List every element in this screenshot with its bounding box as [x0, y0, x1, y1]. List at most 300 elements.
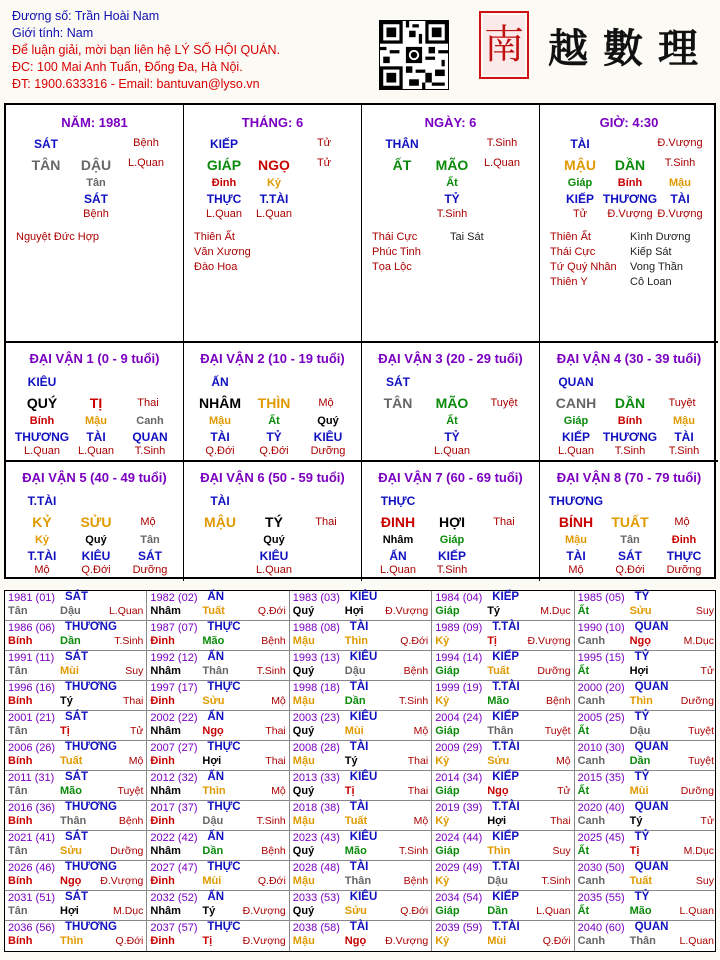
year-chi: Tý: [487, 605, 501, 617]
qr-code-icon[interactable]: [379, 20, 449, 90]
year-cell[interactable]: [432, 711, 574, 741]
year-state: Tử: [700, 815, 714, 827]
pillar-main-star: THÂN: [385, 137, 419, 151]
year-star: T.TÀI: [492, 921, 520, 933]
year-star: KIÊU: [349, 711, 378, 723]
year-can: Quý: [292, 665, 315, 677]
year-star: TỶ: [634, 651, 650, 663]
year-state: Bệnh: [261, 845, 286, 857]
year-can: Nhâm: [150, 605, 181, 617]
year-chi: Sửu: [60, 845, 83, 857]
dai-van-cell: [6, 343, 184, 462]
hidden-star: TỶ: [444, 430, 460, 444]
year-chi: Thân: [202, 665, 229, 677]
year-can: Canh: [577, 815, 606, 827]
hidden-can: Kỷ: [266, 177, 282, 189]
year-cell[interactable]: [290, 891, 432, 921]
year-label: 2010 (30): [577, 742, 625, 754]
year-state: Q.Đới: [257, 875, 286, 887]
hidden-state: L.Quan: [255, 208, 293, 220]
year-label: 1990 (10): [577, 622, 625, 634]
year-cell[interactable]: [5, 621, 147, 651]
year-chi: Mùi: [60, 665, 79, 677]
pillar-chi: DẦN: [614, 157, 646, 173]
year-cell[interactable]: [147, 621, 289, 651]
year-chi: Mùi: [629, 785, 649, 797]
year-cell[interactable]: [290, 861, 432, 891]
year-cell[interactable]: [290, 741, 432, 771]
year-cell[interactable]: [432, 891, 574, 921]
year-cell[interactable]: [147, 681, 289, 711]
year-star: T.TÀI: [492, 861, 520, 873]
year-cell[interactable]: [290, 621, 432, 651]
year-star: QUAN: [634, 741, 669, 753]
year-cell[interactable]: [575, 651, 717, 681]
dai-van-title: ĐẠI VẬN 1 (0 - 9 tuổi): [29, 351, 160, 366]
year-star: TỶ: [634, 771, 650, 783]
pillar-cell: [184, 105, 362, 343]
year-row: [5, 771, 715, 801]
year-star: ẤN: [207, 711, 225, 723]
year-chi: Thân: [60, 815, 87, 827]
year-cell[interactable]: [147, 861, 289, 891]
dai-van-can: MẬU: [204, 514, 236, 530]
year-star: TÀI: [349, 621, 369, 633]
year-cell[interactable]: [147, 711, 289, 741]
year-state: T.Sinh: [256, 665, 286, 677]
year-chi: Tý: [629, 815, 643, 827]
dai-van-cell: [184, 343, 362, 462]
year-chi: Tị: [344, 785, 355, 797]
year-can: Quý: [292, 905, 315, 917]
year-star: SÁT: [65, 711, 88, 723]
year-chi: Tị: [487, 635, 497, 647]
year-cell[interactable]: [5, 681, 147, 711]
hidden-can: Tân: [140, 534, 160, 546]
hidden-star: SÁT: [618, 549, 642, 563]
year-label: 1995 (15): [577, 652, 625, 664]
hidden-can: Ất: [268, 415, 280, 427]
year-cell[interactable]: [147, 591, 289, 621]
header-info: [12, 8, 280, 93]
dai-van-chi: MÃO: [435, 395, 469, 411]
year-can: Mậu: [292, 875, 315, 887]
year-chi: Ngọ: [60, 875, 82, 887]
year-cell[interactable]: [575, 681, 717, 711]
year-can: Quý: [292, 725, 315, 737]
year-cell[interactable]: [575, 861, 717, 891]
hidden-state: Bệnh: [83, 208, 109, 220]
year-star: TÀI: [349, 801, 369, 813]
hidden-can: Mậu: [669, 177, 691, 189]
year-chi: Sửu: [487, 755, 510, 767]
hidden-state: Q.Đới: [259, 445, 289, 457]
year-cell[interactable]: [290, 591, 432, 621]
svg-text:南: 南: [484, 22, 524, 68]
year-star: QUAN: [634, 621, 669, 633]
year-label: 2004 (24): [435, 712, 483, 724]
year-cell[interactable]: [5, 831, 147, 861]
than-sat-item: Thiên Y: [550, 276, 588, 288]
year-row: [5, 891, 715, 921]
year-label: 2027 (47): [150, 862, 198, 874]
pillar-main-star: KIẾP: [209, 137, 239, 151]
year-star: KIÊU: [349, 771, 378, 783]
than-sat-item: Kiếp Sát: [630, 246, 672, 258]
hidden-can: Ất: [446, 177, 458, 189]
year-can: Nhâm: [150, 785, 181, 797]
dai-van-cell: [362, 343, 540, 462]
year-cell[interactable]: [432, 591, 574, 621]
year-chi: Dần: [344, 695, 366, 707]
year-row: [5, 651, 715, 681]
year-cell[interactable]: [290, 831, 432, 861]
year-label: 2000 (20): [577, 682, 625, 694]
year-star: T.TÀI: [492, 801, 520, 813]
hidden-star: THỰC: [666, 549, 702, 563]
year-star: T.TÀI: [492, 621, 520, 633]
year-star: THỰC: [207, 741, 241, 753]
year-can: Nhâm: [150, 905, 181, 917]
year-can: Giáp: [435, 725, 460, 737]
year-label: 2017 (37): [150, 802, 198, 814]
year-row: [5, 711, 715, 741]
year-state: L.Quan: [108, 605, 144, 617]
year-chi: Dậu: [629, 725, 651, 737]
year-cell[interactable]: [290, 651, 432, 681]
hidden-state: Dưỡng: [132, 564, 168, 576]
year-state: Thai: [265, 755, 286, 767]
year-can: Đinh: [150, 935, 175, 947]
year-chi: Hợi: [344, 605, 364, 617]
year-label: 1982 (02): [150, 592, 198, 604]
year-state: T.Sinh: [399, 695, 429, 707]
year-can: Bính: [8, 875, 33, 887]
year-can: Canh: [577, 635, 606, 647]
year-cell[interactable]: [5, 741, 147, 771]
year-cell[interactable]: [575, 921, 717, 951]
year-can: Quý: [292, 845, 315, 857]
dai-van-star: SÁT: [386, 375, 410, 389]
year-state: Bệnh: [261, 635, 286, 647]
year-label: 2033 (53): [292, 892, 340, 904]
year-cell[interactable]: [147, 741, 289, 771]
year-star: SÁT: [65, 771, 88, 783]
year-cell[interactable]: [575, 831, 717, 861]
year-star: T.TÀI: [492, 681, 520, 693]
hidden-can: Kỷ: [34, 534, 50, 546]
year-can: Bính: [8, 755, 33, 767]
hidden-can: Quý: [85, 534, 107, 546]
year-cell[interactable]: [147, 651, 289, 681]
year-state: Thai: [407, 785, 429, 797]
year-cell[interactable]: [575, 711, 717, 741]
year-star: TÀI: [349, 921, 369, 933]
year-can: Kỷ: [435, 755, 450, 767]
year-cell[interactable]: [5, 711, 147, 741]
hidden-can: Đinh: [211, 177, 237, 189]
svg-text:越: 越: [548, 25, 588, 72]
year-cell[interactable]: [5, 771, 147, 801]
year-cell[interactable]: [432, 801, 574, 831]
year-star: SÁT: [65, 831, 88, 843]
year-state: T.Sinh: [256, 815, 286, 827]
year-row: [5, 921, 715, 951]
year-star: KIẾP: [492, 711, 520, 723]
year-cell[interactable]: [5, 651, 147, 681]
year-star: QUAN: [634, 801, 669, 813]
year-star: ẤN: [207, 771, 225, 783]
than-sat-item: Phúc Tinh: [372, 246, 421, 258]
year-cell[interactable]: [147, 891, 289, 921]
dai-van-chi-state: Mộ: [674, 516, 690, 528]
year-cell[interactable]: [432, 771, 574, 801]
year-can: Mậu: [292, 755, 315, 767]
hidden-can: Bính: [29, 415, 55, 427]
year-state: Thai: [265, 725, 286, 737]
year-label: 2012 (32): [150, 772, 198, 784]
year-can: Mậu: [292, 635, 315, 647]
year-cell[interactable]: [290, 801, 432, 831]
year-row: [5, 591, 715, 621]
year-state: Thai: [122, 695, 144, 707]
year-label: 2037 (57): [150, 922, 198, 934]
than-sat-item: Thái Cực: [372, 231, 418, 243]
hidden-state: T.Sinh: [134, 445, 166, 457]
year-chi: Thìn: [344, 635, 369, 647]
hidden-state: T.Sinh: [668, 445, 700, 457]
year-label: 1998 (18): [292, 682, 340, 694]
year-cell[interactable]: [432, 681, 574, 711]
year-state: L.Quan: [536, 905, 571, 917]
year-cell[interactable]: [432, 921, 574, 951]
year-can: Bính: [8, 635, 33, 647]
year-star: SÁT: [65, 591, 88, 603]
year-can: Đinh: [150, 875, 175, 887]
year-star: ẤN: [207, 591, 225, 603]
nam-viet-so-ly-logo: [478, 10, 710, 80]
year-star: KIÊU: [349, 591, 378, 603]
year-cell[interactable]: [575, 801, 717, 831]
year-can: Mậu: [292, 935, 315, 947]
dai-van-chi: TỊ: [89, 395, 103, 411]
year-can: Canh: [577, 935, 606, 947]
year-cell[interactable]: [5, 591, 147, 621]
dai-van-cell: [362, 462, 540, 581]
hidden-star: TÀI: [86, 430, 106, 444]
year-label: 2015 (35): [577, 772, 625, 784]
year-state: Tuyệt: [117, 785, 144, 797]
year-label: 1988 (08): [292, 622, 340, 634]
hidden-star: TÀI: [210, 430, 230, 444]
year-state: T.Sinh: [114, 635, 144, 647]
dai-van-can: BÍNH: [558, 514, 594, 530]
pillar-title: THÁNG: 6: [241, 115, 304, 130]
year-state: Thai: [550, 815, 571, 827]
hidden-star: KIẾP: [561, 430, 591, 444]
year-state: Dưỡng: [680, 695, 714, 707]
hidden-state: Tử: [572, 208, 588, 220]
year-label: 1997 (17): [150, 682, 198, 694]
year-cell[interactable]: [575, 591, 717, 621]
year-label: 2040 (60): [577, 922, 625, 934]
hidden-state: T.Sinh: [436, 564, 468, 576]
year-cell[interactable]: [147, 771, 289, 801]
year-star: KIÊU: [349, 831, 378, 843]
year-state: Q.Đới: [542, 935, 571, 947]
year-chi: Tuất: [60, 755, 83, 767]
dai-van-chi: SỬU: [80, 514, 112, 530]
year-cell[interactable]: [147, 831, 289, 861]
year-cell[interactable]: [5, 921, 147, 951]
year-state: Dưỡng: [110, 845, 144, 857]
hidden-star: SÁT: [138, 549, 162, 563]
year-label: 1987 (07): [150, 622, 198, 634]
hidden-state: L.Quan: [255, 564, 293, 576]
year-label: 2039 (59): [435, 922, 483, 934]
dai-van-chi-state: Thai: [137, 397, 159, 409]
year-chi: Ngọ: [202, 725, 224, 737]
than-sat-item: Thiên Ất: [194, 231, 235, 243]
hidden-can: Tân: [86, 177, 106, 189]
year-row: [5, 681, 715, 711]
year-cell[interactable]: [432, 651, 574, 681]
year-chi: Thìn: [629, 695, 653, 707]
than-sat-item: Tứ Quý Nhân: [550, 261, 617, 273]
hidden-star: KIẾP: [437, 549, 467, 563]
dai-van-chi-state: Tuyệt: [668, 397, 696, 409]
year-star: KIẾP: [492, 891, 520, 903]
year-label: 2021 (41): [8, 832, 56, 844]
dai-van-star: THỰC: [380, 494, 416, 508]
year-label: 1999 (19): [435, 682, 483, 694]
year-chi: Tý: [60, 695, 73, 707]
year-label: 2001 (21): [8, 712, 56, 724]
pillar-chi-state: T.Sinh: [664, 157, 696, 169]
year-state: Q.Đới: [257, 605, 286, 617]
hidden-state: T.Sinh: [614, 445, 646, 457]
year-chi: Dần: [629, 755, 651, 767]
year-cell[interactable]: [575, 621, 717, 651]
year-cell[interactable]: [575, 771, 717, 801]
year-star: THƯƠNG: [65, 801, 117, 813]
hidden-can: Bính: [617, 415, 643, 427]
hidden-can: Mậu: [565, 534, 587, 546]
year-star: ẤN: [207, 891, 225, 903]
year-star: KIÊU: [349, 891, 378, 903]
year-cell[interactable]: [5, 891, 147, 921]
year-can: Đinh: [150, 635, 175, 647]
pillar-chi-state: L.Quan: [127, 157, 165, 169]
hidden-star: QUAN: [132, 430, 168, 444]
year-chi: Tuất: [629, 875, 652, 887]
year-chi: Tý: [202, 905, 216, 917]
hidden-star: THƯƠNG: [14, 430, 70, 444]
year-star: TÀI: [349, 741, 369, 753]
year-star: TỶ: [634, 711, 650, 723]
pillar-can: ẤT: [392, 157, 412, 173]
dai-van-title: ĐẠI VẬN 5 (40 - 49 tuổi): [22, 470, 167, 485]
year-state: Đ.Vượng: [385, 605, 429, 617]
hidden-state: L.Quan: [379, 564, 417, 576]
year-cell[interactable]: [575, 891, 717, 921]
year-cell[interactable]: [147, 801, 289, 831]
hidden-can: Mậu: [673, 415, 695, 427]
pillar-main-star: TÀI: [570, 137, 590, 151]
year-star: THỰC: [207, 861, 241, 873]
year-label: 2031 (51): [8, 892, 56, 904]
year-chi: Mão: [202, 635, 225, 647]
year-can: Nhâm: [150, 665, 181, 677]
year-state: L.Quan: [679, 935, 714, 947]
year-state: M.Dục: [113, 905, 144, 917]
year-state: M.Dục: [540, 605, 571, 617]
hidden-state: Q.Đới: [205, 445, 235, 457]
year-cell[interactable]: [432, 861, 574, 891]
year-chi: Dần: [487, 905, 508, 917]
dai-van-title: ĐẠI VẬN 7 (60 - 69 tuổi): [378, 470, 523, 485]
year-chi: Dần: [60, 635, 81, 647]
dai-van-cell: [540, 462, 718, 581]
year-state: Tuyệt: [688, 755, 714, 767]
year-cell[interactable]: [290, 711, 432, 741]
pillar-chi-state: Tử: [316, 157, 332, 169]
pillar-can: GIÁP: [206, 157, 242, 173]
pillar-star-state: Bệnh: [133, 137, 159, 149]
year-label: 1991 (11): [8, 652, 55, 664]
year-cell[interactable]: [290, 681, 432, 711]
dai-van-star: THƯƠNG: [548, 494, 604, 508]
year-label: 2022 (42): [150, 832, 198, 844]
year-can: Quý: [292, 605, 315, 617]
year-can: Canh: [577, 755, 606, 767]
year-label: 2026 (46): [8, 862, 56, 874]
hidden-can: Giáp: [439, 534, 465, 546]
year-cell[interactable]: [290, 921, 432, 951]
year-label: 2032 (52): [150, 892, 198, 904]
svg-text:數: 數: [603, 25, 643, 72]
year-state: Q.Đới: [115, 935, 144, 947]
hidden-can: Bính: [617, 177, 643, 189]
year-star: THƯƠNG: [65, 741, 117, 753]
year-row: [5, 861, 715, 891]
year-star: QUAN: [634, 921, 669, 933]
hidden-can: Mậu: [209, 415, 231, 427]
year-chi: Thân: [629, 935, 656, 947]
year-cell[interactable]: [290, 771, 432, 801]
year-chi: Hợi: [629, 665, 649, 677]
year-cell[interactable]: [147, 921, 289, 951]
year-chi: Sửu: [629, 605, 652, 617]
year-star: QUAN: [634, 861, 669, 873]
year-cell[interactable]: [432, 621, 574, 651]
year-chi: Thìn: [202, 785, 226, 797]
year-state: Suy: [125, 665, 144, 677]
year-chi: Tý: [344, 755, 358, 767]
hidden-can: Quý: [317, 415, 339, 427]
year-label: 2023 (43): [292, 832, 340, 844]
year-cell[interactable]: [432, 831, 574, 861]
hidden-can: Canh: [136, 415, 164, 427]
year-label: 1981 (01): [8, 592, 56, 604]
year-cell[interactable]: [5, 861, 147, 891]
year-cell[interactable]: [5, 801, 147, 831]
year-cell[interactable]: [575, 741, 717, 771]
phone-email-line[interactable]: ĐT: 1900.633316 - Email: bantuvan@lyso.vn: [12, 77, 260, 91]
dai-van-star: QUAN: [558, 375, 594, 389]
year-cell[interactable]: [432, 741, 574, 771]
pillar-title: NGÀY: 6: [424, 115, 477, 130]
